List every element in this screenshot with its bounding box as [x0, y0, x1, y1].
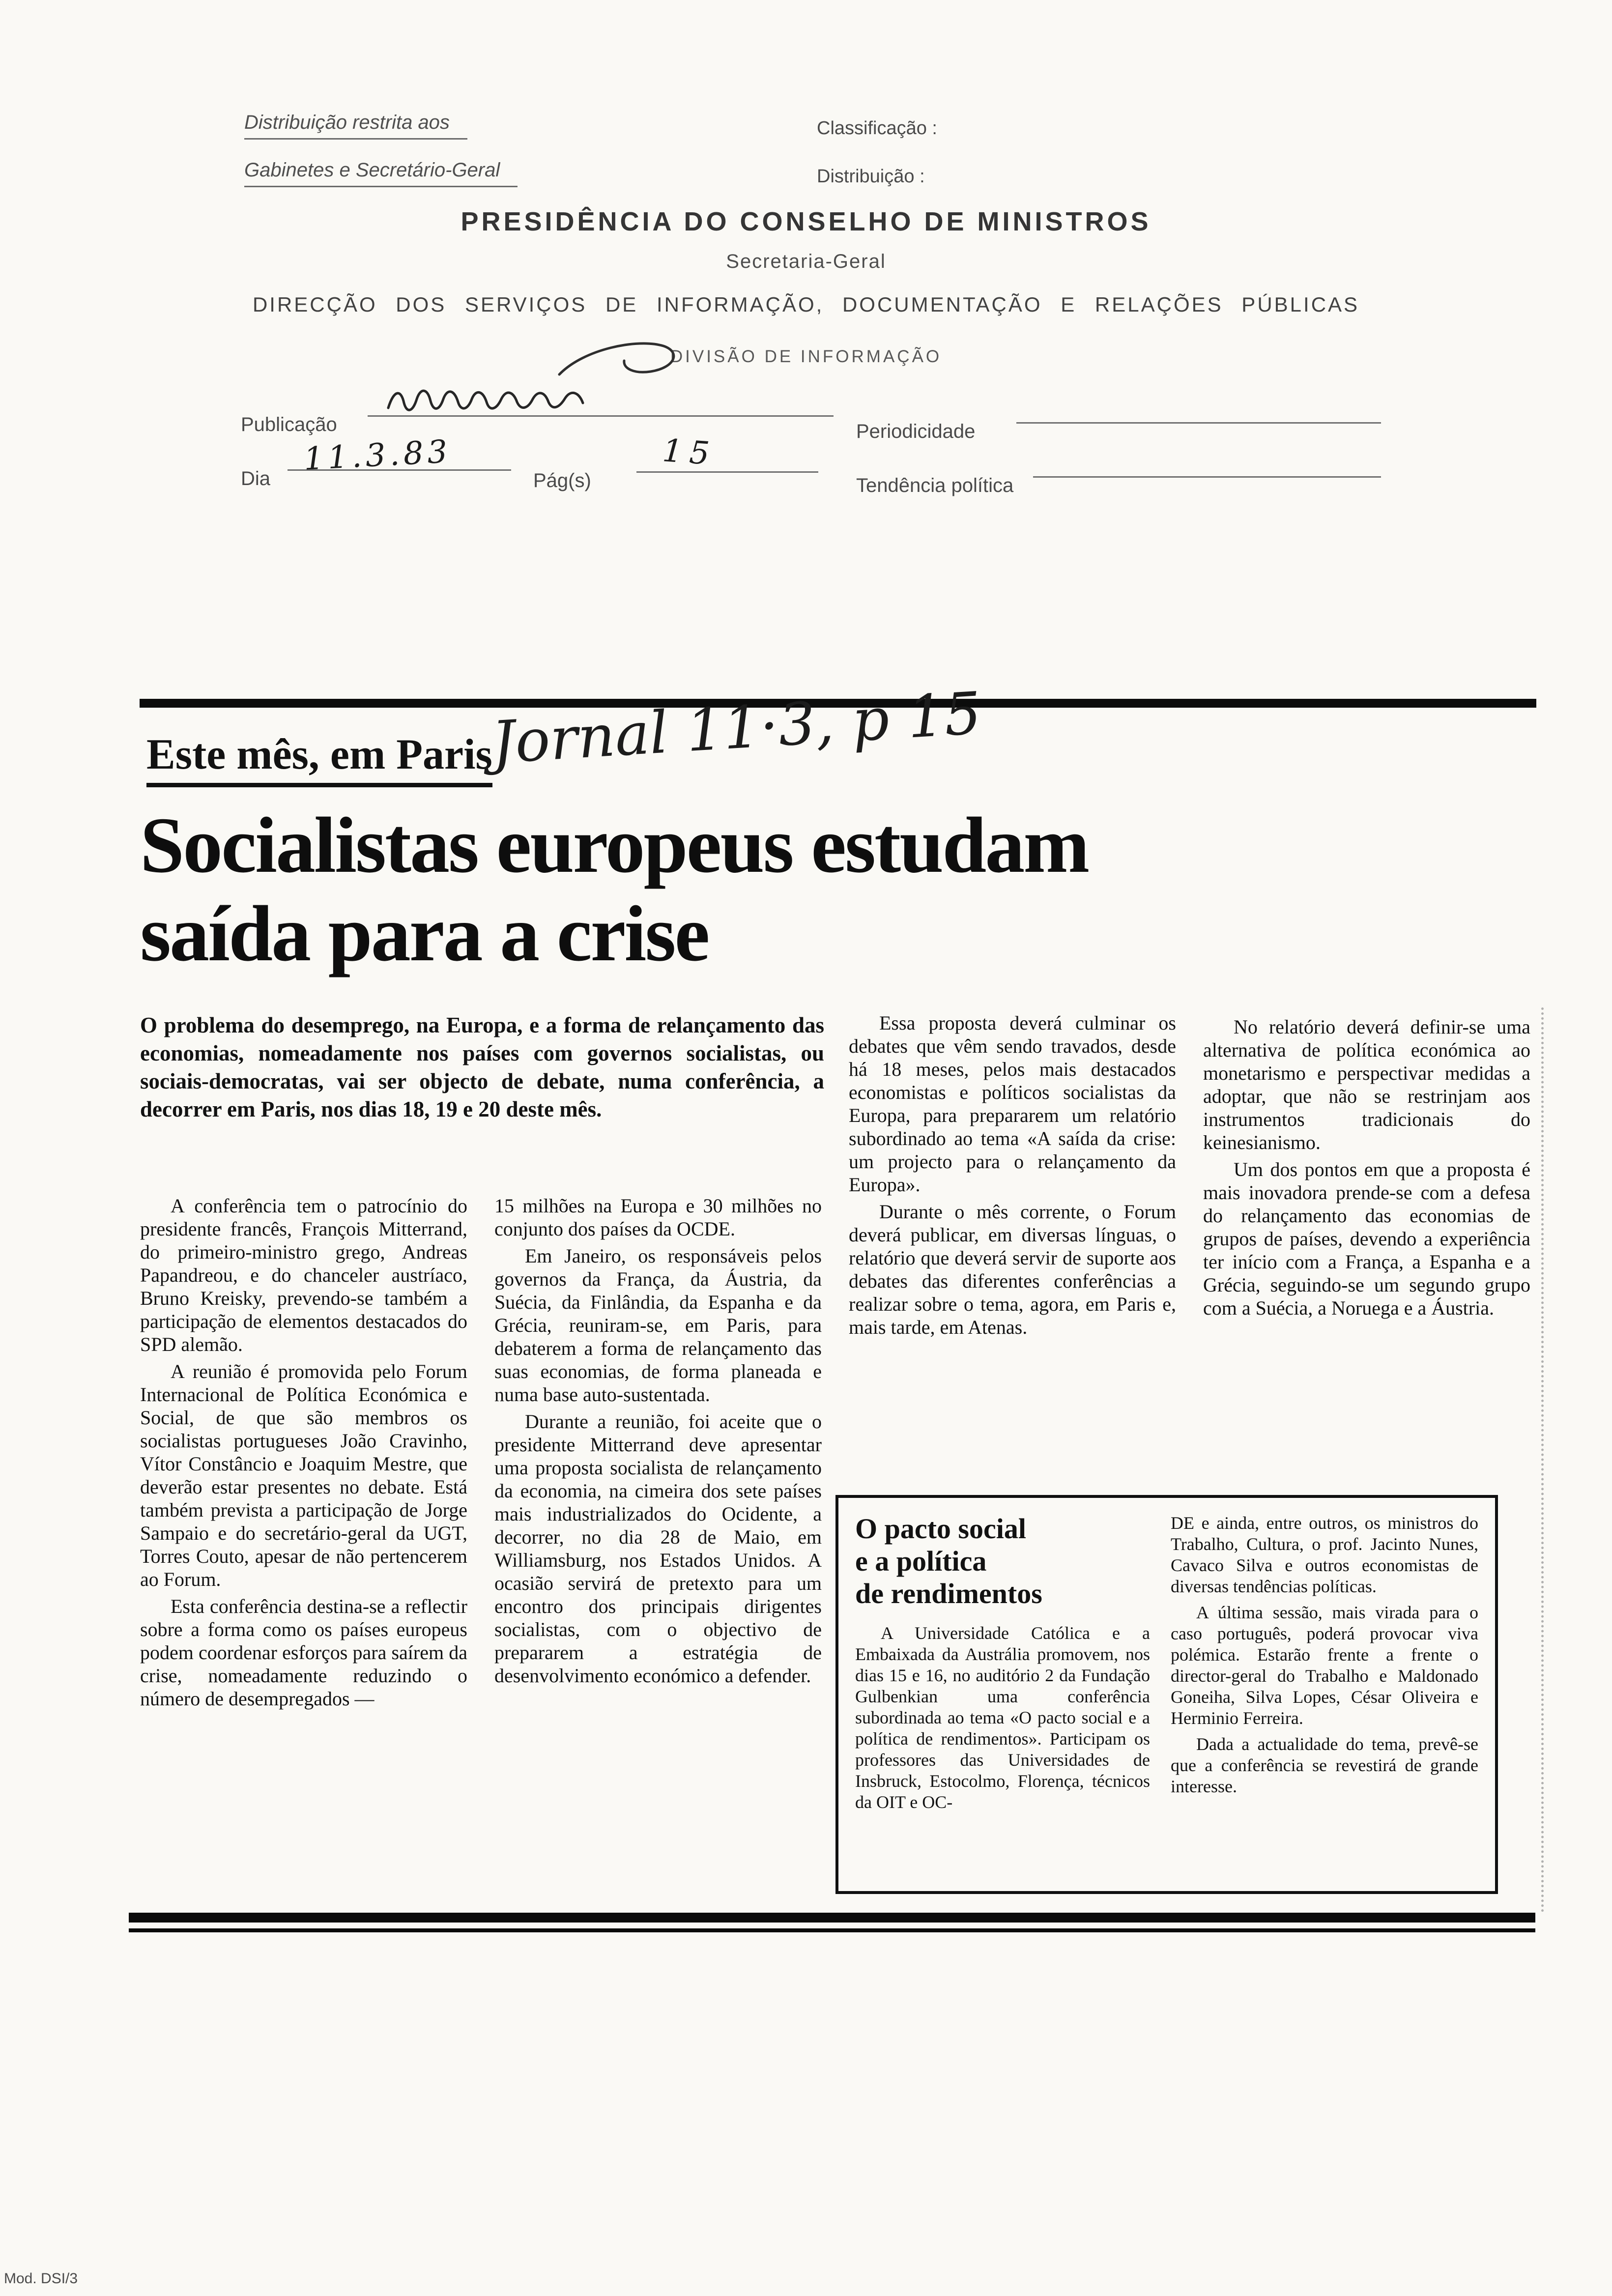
distribuicao-label: Distribuição : [817, 166, 925, 187]
article-paragraph: A reunião é promovida pelo Forum Internacional de Política Económica e Social, de que são membros os socialistas portugueses João Cravinho, Vítor Constâncio e Joaquim Mestre, que deverão estar presentes no debate. Está também prevista a participação de Jorge Sampaio e do secretário-geral da UGT, Torres Couto, apesar de não pertencerem ao Forum. [140, 1360, 467, 1590]
article-column-2 [494, 1194, 822, 1691]
form-code: Mod. DSI/3 [4, 2270, 78, 2287]
dia-label: Dia [241, 468, 271, 489]
article-column-3 [849, 1011, 1176, 1343]
article-paragraph: Essa proposta deverá culminar os debates que vêm sendo travados, desde há 18 meses, pelos mais destacados economistas e políticos socialistas da Europa, para prepararem um relatório subordinado ao tema «A saída da crise: um projecto para o relançamento da Europa». [849, 1012, 1176, 1196]
box-left-column [855, 1513, 1150, 1876]
bottom-rule-thin [129, 1928, 1535, 1932]
handwritten-annotation: Jornal 11·3, p 15 [489, 679, 983, 777]
article-column-4 [1203, 1015, 1530, 1323]
lead-paragraph: O problema do desemprego, na Europa, e a forma de relançamento das economias, nomeadamente nos países com governos socialistas, ou sociais-democratas, vai ser objecto de debate, numa conferência, a decorrer em Paris, nos dias 18, 19 e 20 deste mês. [140, 1013, 824, 1121]
scan-artifact-dotted-line [1541, 1007, 1544, 1913]
article-paragraph: Esta conferência destina-se a reflectir sobre a forma como os países europeus podem coordenar esforços para saírem da crise, nomeadamente reduzindo o número de desempregados — [140, 1595, 467, 1710]
publicacao-label: Publicação [241, 414, 337, 435]
sidebar-box [835, 1495, 1498, 1894]
tendencia-politica-label: Tendência política [856, 475, 1014, 496]
article-column-1 [140, 1194, 467, 1714]
article-paragraph: A conferência tem o patrocínio do presidente francês, François Mitterrand, do primeiro-ministro grego, Andreas Papandreou, e do chanceler austríaco, Bruno Kreisky, prevendo-se também a participação de elementos destacados do SPD alemão. [140, 1195, 467, 1355]
publicacao-field-line [368, 395, 834, 417]
box-column-2 [1171, 1513, 1478, 1876]
box-paragraph: DE e ainda, entre outros, os ministros do Trabalho, Cultura, o prof. Jacinto Nunes, Cavaco Silva e outros economistas de diversas tendências políticas. [1171, 1513, 1478, 1596]
org-title: PRESIDÊNCIA DO CONSELHO DE MINISTROS [461, 207, 1151, 236]
org-division-line: DIVISÃO DE INFORMAÇÃO [670, 347, 942, 366]
org-subtitle: Secretaria-Geral [726, 251, 886, 272]
box-title-line: O pacto social [855, 1513, 1026, 1545]
article-paragraph: No relatório deverá definir-se uma alternativa de política económica ao monetarismo e perspectivar medidas a adoptar, que não se restrinjam aos instrumentos tradicionais do keinesianismo. [1203, 1016, 1530, 1153]
box-title-line: de rendimentos [855, 1578, 1042, 1609]
box-title [855, 1513, 1150, 1610]
periodicidade-field-line [1016, 402, 1381, 424]
box-column-1 [855, 1623, 1150, 1813]
restricted-note-line1: Distribuição restrita aos [244, 111, 467, 140]
box-paragraph: A última sessão, mais virada para o caso português, poderá provocar viva polémica. Estarão frente a frente o director-geral do Trabalho e Maldonado Goneiha, Silva Lopes, César Oliveira e Herminio Ferreira. [1171, 1603, 1478, 1728]
box-paragraph: Dada a actualidade do tema, prevê-se que a conferência se revestirá de grande interesse. [1171, 1734, 1478, 1796]
box-paragraph: A Universidade Católica e a Embaixada da Austrália promovem, nos dias 15 e 16, no auditório 2 da Fundação Gulbenkian uma conferência subordinada ao tema «O pacto social e a política de rendimentos». Participam os professores das Universidades de Insbruck, Estocolmo, Florença, técnicos da OIT e OC- [855, 1623, 1150, 1812]
pags-label: Pág(s) [533, 470, 591, 491]
pags-handwritten-value: 15 [661, 432, 718, 473]
classificacao-label: Classificação : [817, 118, 937, 139]
article-paragraph: Durante o mês corrente, o Forum deverá publicar, em diversas línguas, o relatório que deverá servir de suporte aos debates das diferentes conferências a realizar sobre o tema, agora, em Paris e, mais tarde, em Atenas. [849, 1201, 1176, 1338]
org-direction-line: DIRECÇÃO DOS SERVIÇOS DE INFORMAÇÃO, DOCUMENTAÇÃO E RELAÇÕES PÚBLICAS [252, 293, 1360, 316]
tendencia-field-line [1033, 456, 1381, 478]
dia-handwritten-value: 11.3.83 [303, 433, 453, 478]
headline-line-1: Socialistas europeus estudam [140, 802, 1089, 890]
kicker: Este mês, em Paris [146, 731, 492, 787]
article-paragraph: 15 milhões na Europa e 30 milhões no conjunto dos países da OCDE. [494, 1195, 822, 1240]
headline-line-2: saída para a crise [140, 890, 709, 978]
article-paragraph: Durante a reunião, foi aceite que o presidente Mitterrand deve apresentar uma proposta socialista de relançamento da economia, na cimeira dos sete países mais industrializados do Ocidente, a decorrer, no dia 28 de Maio, em Williamsburg, nos Estados Unidos. A ocasião servirá de pretexto para um encontro dos principais dirigentes socialistas, com o objectivo de prepararem a estratégia de desenvolvimento económico a defender. [494, 1410, 822, 1687]
article-paragraph: Um dos pontos em que a proposta é mais inovadora prende-se com a defesa do relançamento das economias de grupos de países, devendo a experiência ter início com a França, a Espanha e a Grécia, seguindo-se um segundo grupo com a Suécia, a Noruega e a Áustria. [1203, 1158, 1530, 1319]
box-title-line: e a política [855, 1545, 987, 1577]
periodicidade-label: Periodicidade [856, 421, 976, 442]
article-paragraph: Em Janeiro, os responsáveis pelos governos da França, da Áustria, da Suécia, da Finlândia, da Espanha e da Grécia, reuniram-se, em Paris, para debaterem a forma de relançamento das suas economias, de forma planeada e numa base auto-sustentada. [494, 1245, 822, 1406]
bottom-rule-thick [129, 1913, 1535, 1923]
restricted-note-line2: Gabinetes e Secretário-Geral [244, 158, 518, 187]
